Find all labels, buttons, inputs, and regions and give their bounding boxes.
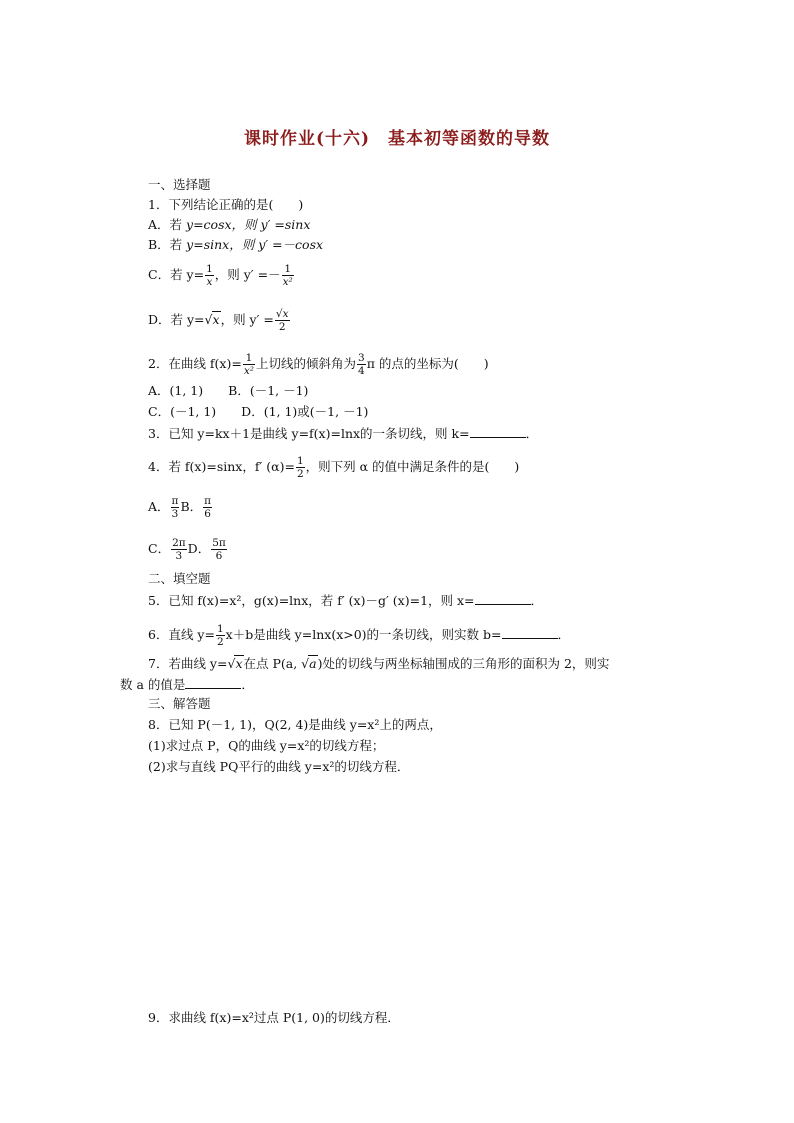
q1-stem: 1．下列结论正确的是( ) bbox=[148, 197, 304, 212]
section-heading-fill: 二、填空题 bbox=[148, 571, 211, 586]
q1-option-d: D．若 y=√x，则 y′ = $\frac{√x}{2}$ bbox=[148, 308, 289, 333]
q9-stem: 9．求曲线 f(x)=x²过点 P(1, 0)的切线方程． bbox=[148, 1010, 400, 1025]
q8-stem: 8．已知 P(－1, 1)，Q(2, 4)是曲线 y=x²上的两点， bbox=[148, 717, 442, 732]
q7-answer-blank bbox=[185, 676, 241, 689]
q7-stem-continued: 数 a 的值是 ． bbox=[120, 677, 254, 692]
q3-stem: 3．已知 y=kx＋1是曲线 y=f(x)=lnx的一条切线，则 k= ． bbox=[148, 426, 539, 441]
q5-answer-blank bbox=[475, 592, 531, 605]
q4-options-cd: C． $\frac{2\pi}{3}$ D． $\frac{5\pi}{6}$ bbox=[148, 537, 226, 562]
q3-answer-blank bbox=[470, 425, 526, 438]
q4-options-ab: A． $\frac{\pi}{3}$ B． $\frac{\pi}{6}$ bbox=[148, 495, 212, 520]
q2-options-ab: A．(1, 1) B．(－1, －1) bbox=[148, 383, 309, 398]
q8-part-2: (2)求与直线 PQ平行的曲线 y=x²的切线方程． bbox=[148, 759, 410, 774]
q2-stem: 2．在曲线 f(x)= $\frac{1}{\text{x²}}$ 上切线的倾斜角为 $\frac{3}{4}$ π 的点的坐标为( ) bbox=[148, 352, 489, 377]
q6-answer-blank bbox=[502, 626, 558, 639]
q1-option-b: B．若 y=sinx，则 y′ =－cosx bbox=[148, 237, 324, 252]
section-heading-choice: 一、选择题 bbox=[148, 177, 211, 192]
q8-part-1: (1)求过点 P，Q的曲线 y=x²的切线方程； bbox=[148, 738, 385, 753]
q4-stem: 4．若 f(x)=sinx，f′ (α)= $\frac{1}{2}$ ，则下列 α 的值中满足条件的是( ) bbox=[148, 455, 520, 480]
q1-option-a: A．若 y=cosx，则 y′ =sinx bbox=[148, 217, 311, 232]
q2-options-cd: C．(－1, 1) D．(1, 1)或(－1, －1) bbox=[148, 404, 369, 419]
q6-stem: 6．直线 y= $\frac{1}{2}$ x＋b是曲线 y=lnx(x>0)的一条切线，则实数 b= ． bbox=[148, 623, 571, 648]
page-title: 课时作业(十六) 基本初等函数的导数 bbox=[243, 129, 551, 149]
q7-stem: 7．若曲线 y=√x在点 P(a, √a)处的切线与两坐标轴围成的三角形的面积为 2，则实 bbox=[148, 656, 610, 671]
section-heading-solve: 三、解答题 bbox=[148, 696, 211, 711]
q1-option-c: C．若 y= $\frac{1}{x}$ ，则 y′ =－ $\frac{1}{\text{x²}}$ bbox=[148, 263, 293, 288]
q5-stem: 5．已知 f(x)=x²，g(x)=lnx，若 f′ (x)－g′ (x)=1，则 x= ． bbox=[148, 593, 544, 608]
